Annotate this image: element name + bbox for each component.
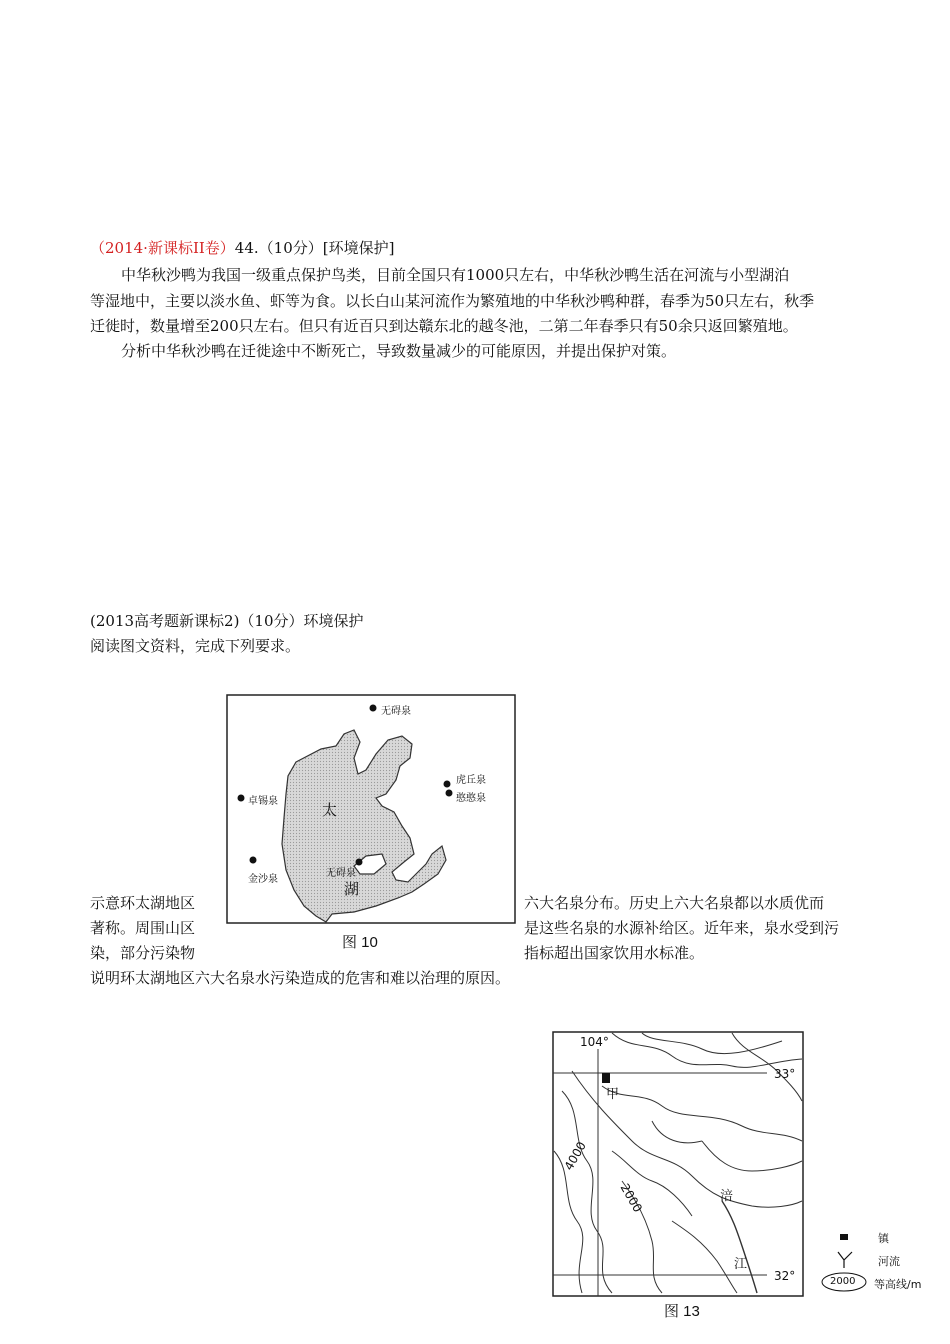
longitude-label: 104° <box>580 1035 609 1049</box>
spring-label-jinsha: 金沙泉 <box>248 874 278 885</box>
contour-map-drawing <box>552 1031 804 1297</box>
latitude-label-bottom: 32° <box>774 1269 796 1283</box>
q1-paragraph-1-line-3: 迁徙时，数量增至200只左右。但只有近百只到达赣东北的越冬池，二第二年春季只有50余只返回繁殖地。 <box>90 317 798 335</box>
q1-number: 44.（10分）[环境保护] <box>234 239 395 257</box>
spring-dot <box>356 859 363 866</box>
q1-paragraph-1-line-1: 中华秋沙鸭为我国一级重点保护鸟类，目前全国只有1000只左右，中华秋沙鸭生活在河流与小型湖泊 <box>121 266 790 284</box>
q2-text-right-2: 是这些名泉的水源补给区。近年来，泉水受到污 <box>524 919 840 937</box>
q2-text-left-1: 示意环太湖地区 <box>90 894 196 912</box>
figure-13-contour-map <box>552 1031 804 1297</box>
q2-header: (2013高考题新课标2)（10分）环境保护 <box>90 612 364 630</box>
map-frame <box>553 1032 803 1296</box>
taihu-map-drawing <box>226 694 516 924</box>
q2-text-left-2: 著称。周围山区 <box>90 919 196 937</box>
figure-13-legend <box>818 1226 948 1296</box>
river-label-fu: 涪 <box>720 1189 734 1204</box>
spring-dot <box>250 857 257 864</box>
q1-source: （2014·新课标II卷） <box>90 239 235 257</box>
figure-10-taihu-map <box>226 694 516 924</box>
river-label-jiang: 江 <box>734 1257 748 1272</box>
place-label-jia: 甲 <box>606 1087 620 1102</box>
figure-13-caption: 图 13 <box>664 1303 700 1320</box>
lake-label-tai: 太 <box>322 801 338 819</box>
river-symbol <box>838 1252 852 1268</box>
contour-label-2000: 2000 <box>617 1181 645 1215</box>
legend-river: 河流 <box>878 1255 900 1268</box>
spring-dot <box>238 795 245 802</box>
q1-question: 分析中华秋沙鸭在迁徙途中不断死亡，导致数量减少的可能原因，并提出保护对策。 <box>121 342 677 360</box>
q2-instruction: 阅读图文资料，完成下列要求。 <box>90 637 301 655</box>
spring-label-wuai-center: 无碍泉 <box>326 868 356 879</box>
legend-town: 镇 <box>878 1232 889 1245</box>
q1-header <box>90 238 394 258</box>
spring-label-wuai-top: 无碍泉 <box>381 706 411 717</box>
town-marker <box>602 1073 610 1083</box>
q1-paragraph-1-line-2: 等湿地中，主要以淡水鱼、虾等为食。以长白山某河流作为繁殖地的中华秋沙鸭种群，春季为50只左右，秋季 <box>90 292 815 310</box>
q2-text-right-3: 指标超出国家饮用水标准。 <box>524 944 705 962</box>
latitude-label-top: 33° <box>774 1067 796 1081</box>
spring-dot <box>444 781 451 788</box>
spring-dot <box>446 790 453 797</box>
spring-dot <box>370 705 377 712</box>
spring-label-huqiu: 虎丘泉 <box>456 775 486 786</box>
legend-contour-sample: 2000 <box>830 1276 856 1287</box>
q2-question: 说明环太湖地区六大名泉水污染造成的危害和难以治理的原因。 <box>90 969 511 987</box>
lake-label-hu: 湖 <box>344 880 360 898</box>
legend-contour: 等高线/m <box>874 1278 922 1291</box>
town-symbol <box>840 1234 848 1240</box>
spring-label-hanhan: 憨憨泉 <box>456 793 486 804</box>
q2-text-left-3: 染，部分污染物 <box>90 944 196 962</box>
q2-text-right-1: 六大名泉分布。历史上六大名泉都以水质优而 <box>524 894 825 912</box>
figure-10-caption: 图 10 <box>342 934 378 951</box>
spring-label-zhuoxi: 卓锡泉 <box>248 796 278 807</box>
contour-label-4000: 4000 <box>561 1139 589 1173</box>
